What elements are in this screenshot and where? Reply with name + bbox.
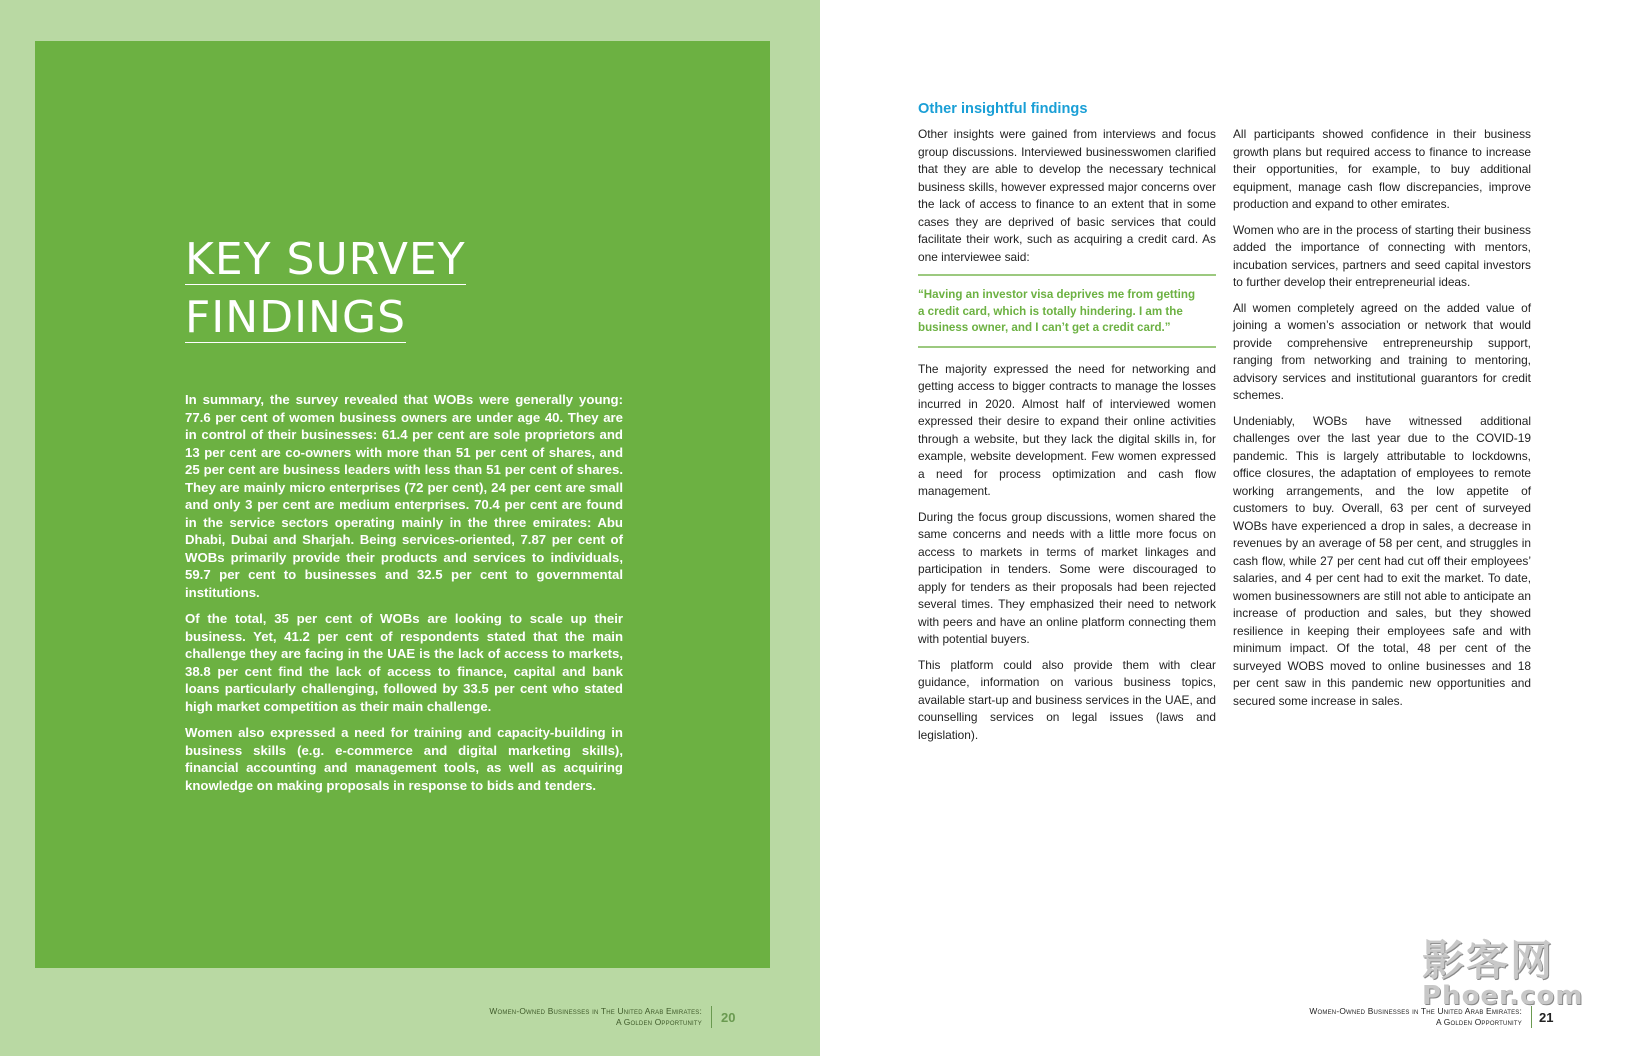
pull-quote: “Having an investor visa deprives me from getting a credit card, which is totally hindering. I am the business owner, and I can’t get a credit card.” (918, 288, 1196, 334)
section-title: Other insightful findings (918, 101, 1088, 117)
title-line-2: FINDINGS (185, 292, 406, 343)
page-number-left: 20 (721, 1010, 736, 1025)
left-footer (420, 1006, 702, 1028)
body-paragraph: All women completely agreed on the added value of joining a women’s association or network that would provide comprehensive entrepreneurship support, ranging from networking and training to mentoring, advisory services and institutional guarantors for credit schemes. (1233, 300, 1531, 402)
watermark-cn: 影客网 (1422, 936, 1555, 985)
page-title (185, 233, 466, 349)
footer-line-2: A Golden Opportunity (1435, 1017, 1522, 1027)
pull-quote-box (918, 274, 1216, 348)
body-paragraph: The majority expressed the need for networking and getting access to bigger contracts to manage the losses incurred in 2020. Almost half of interviewed women expressed their desire to expand their online activities through a website, but they lack the digital skills in, for example, website development. Few women expressed a need for process optimization and cash flow management. (918, 361, 1216, 498)
text-column-1 (918, 126, 1216, 752)
summary-paragraph: In summary, the survey revealed that WOBs were generally young: 77.6 per cent of women business owners are under age 40. They are in control of their businesses: 61.4 per cent are sole proprietors and 13 per cent are co-owners with more than 51 per cent of shares, and 25 per cent are business leaders with less than 51 per cent of shares. They are mainly micro enterprises (72 per cent), 24 per cent are small and only 3 per cent are medium enterprises. 70.4 per cent are found in the service sectors operating mainly in the three emirates: Abu Dhabi, Dubai and Sharjah. Being services-oriented, 7.87 per cent of WOBs primarily provide their products and services to individuals, 59.7 per cent to businesses and 32.5 per cent to governmental institutions. (185, 392, 623, 600)
title-line-1: KEY SURVEY (185, 234, 466, 285)
watermark-en: Phoer.com (1422, 981, 1584, 1011)
body-paragraph: All participants showed confidence in their business growth plans but required access to finance to increase their opportunities, for example, to buy additional equipment, manage cash flow discrepancies, improve production and expand to other emirates. (1233, 127, 1531, 211)
body-paragraph: Other insights were gained from interviews and focus group discussions. Interviewed businesswomen clarified that they are able to develop the necessary technical business skills, however expressed major concerns over the lack of access to finance to an extent that in some cases they are deprived of basic services that could facilitate their work, such as acquiring a credit card. As one interviewee said: (918, 127, 1216, 264)
footer-line-2: A Golden Opportunity (615, 1017, 702, 1027)
body-paragraph: Undeniably, WOBs have witnessed additional challenges over the last year due to the COVID-19 pandemic. This is largely attributable to lockdowns, office closures, the adaptation of employees to remote working arrangements, and the low appetite of customers to buy. Overall, 63 per cent of surveyed WOBs have experienced a drop in sales, a decrease in revenues by an average of 58 per cent, and struggles in cash flow, while 27 per cent had cut off their employees’ salaries, and 4 per cent had to exit the market. To date, women businessowners are still not able to anticipate an increase of production and sales, but they showed resilience in keeping their employees safe and with minimum impact. Of the total, 48 per cent of the surveyed WOBS moved to online businesses and 18 per cent saw in this pandemic new opportunities and secured some increase in sales. (1233, 413, 1531, 708)
footer-line-1: Women-Owned Businesses in The United Arab Emirates: (489, 1006, 702, 1016)
body-paragraph: During the focus group discussions, women shared the same concerns and needs with a little more focus on access to markets in terms of market linkages and participation in tenders. Some were discouraged to apply for tenders as their proposals had been rejected several times. They emphasized their need to network with peers and have an online platform connecting them with potential buyers. (918, 509, 1216, 646)
body-paragraph: This platform could also provide them with clear guidance, information on various business topics, available start-up and business services in the UAE, and counselling services on legal issues (laws and legislation). (918, 657, 1216, 742)
footer-divider (711, 1006, 712, 1028)
text-column-2 (1233, 126, 1531, 718)
page-number-right: 21 (1539, 1010, 1554, 1025)
summary-text (185, 391, 623, 803)
body-paragraph: Women who are in the process of starting their business added the importance of connecting with mentors, incubation services, partners and seed capital investors to further develop their entrepreneurial ideas. (1233, 222, 1531, 289)
summary-paragraph: Women also expressed a need for training and capacity-building in business skills (e.g. e-commerce and digital marketing skills), financial accounting and management tools, as well as acquiring knowledge on making proposals in response to bids and tenders. (185, 725, 623, 793)
footer-line-1: Women-Owned Businesses in The United Arab Emirates: (1309, 1006, 1522, 1016)
summary-paragraph: Of the total, 35 per cent of WOBs are looking to scale up their business. Yet, 41.2 per cent of respondents stated that the main challenge they are facing in the UAE is the lack of access to markets, 38.8 per cent find the lack of access to finance, capital and bank loans particularly challenging, followed by 33.5 per cent who stated high market competition as their main challenge. (185, 611, 623, 714)
watermark-logo (1422, 938, 1592, 1010)
